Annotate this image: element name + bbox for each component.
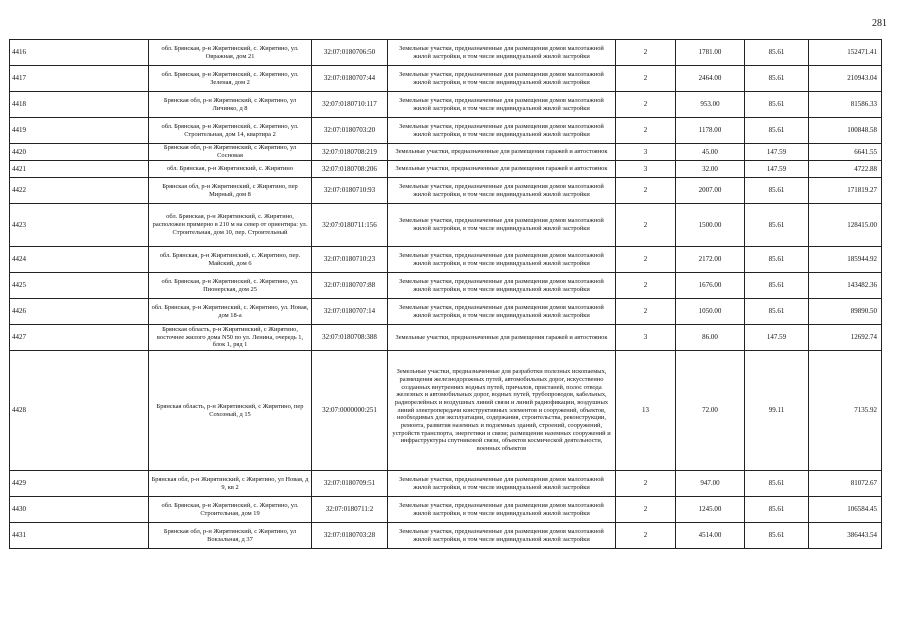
land-purpose-cell: Земельные участки, предназначенные для размещения домов малоэтажной жилой застройки, в том числе индивидуальной жилой застройки: [388, 92, 616, 118]
row-number: 4425: [10, 273, 149, 299]
rate-cell: 85.61: [745, 497, 809, 523]
rate-cell: 85.61: [745, 299, 809, 325]
rate-cell: 85.61: [745, 178, 809, 204]
cadastral-value-cell: 152471.41: [809, 40, 882, 66]
rate-cell: 147.59: [745, 325, 809, 351]
cadastral-value-cell: 7135.92: [809, 351, 882, 471]
cadastral-value-cell: 171819.27: [809, 178, 882, 204]
land-purpose-cell: Земельные участки, предназначенные для размещения домов малоэтажной жилой застройки, в том числе индивидуальной жилой застройки: [388, 299, 616, 325]
row-number: 4416: [10, 40, 149, 66]
cadastral-value-cell: 12692.74: [809, 325, 882, 351]
land-purpose-cell: Земельные участки, предназначенные для размещения домов малоэтажной жилой застройки, в том числе индивидуальной жилой застройки: [388, 40, 616, 66]
address-cell: Брянская обл, р-н Жирятинский, с Жирятино, пер Мирный, дом 8: [149, 178, 312, 204]
table-row: [10, 40, 882, 66]
rate-cell: 147.59: [745, 161, 809, 178]
row-number: 4431: [10, 523, 149, 549]
table-row: [10, 161, 882, 178]
row-number: 4417: [10, 66, 149, 92]
row-number: 4429: [10, 471, 149, 497]
land-purpose-cell: Земельные участки, предназначенные для размещения домов малоэтажной жилой застройки, в том числе индивидуальной жилой застройки: [388, 497, 616, 523]
cadastral-number-cell: 32:07:0180708:388: [312, 325, 388, 351]
group-cell: 2: [616, 178, 676, 204]
land-purpose-cell: Земельные участки, предназначенные для разработки полезных ископаемых, размещения железнодорожных путей, автомобильных дорог, искусственно созданных внутренних водных путей, причалов, пристаней, полос отвода железных и автомобильных дорог, водных путей, трубопроводов, кабельных, радиорелейных и воздушных линий связи и линий радиофикации, воздушных линий электропередачи конструктивных элементов и сооружений, объектов, необходимых для эксплуатации, содержания, строительства, реконструкции, ремонта, развития наземных и подземных зданий, строений, сооружений, устройств транспорта, энергетики и связи; размещения наземных сооружений и инфраструктуры спутниковой связи, объектов космической деятельности, военных объектов: [388, 351, 616, 471]
rate-cell: 85.61: [745, 273, 809, 299]
address-cell: обл. Брянская, р-н Жирятинский, с. Жирятино, ул. Строительная, дом 19: [149, 497, 312, 523]
land-purpose-cell: Земельные участки, предназначенные для размещения домов малоэтажной жилой застройки, в том числе индивидуальной жилой застройки: [388, 273, 616, 299]
cadastral-number-cell: 32:07:0180710:117: [312, 92, 388, 118]
table-row: [10, 92, 882, 118]
group-cell: 3: [616, 161, 676, 178]
cadastral-number-cell: 32:07:0180711:156: [312, 204, 388, 247]
cadastral-number-cell: 32:07:0180710:93: [312, 178, 388, 204]
rate-cell: 85.61: [745, 92, 809, 118]
group-cell: 2: [616, 523, 676, 549]
table-row: [10, 523, 882, 549]
table-row: [10, 351, 882, 471]
address-cell: Брянская область, р-н Жирятинский, с Жирятино, восточнее жилого дома N50 по ул. Ленина, очередь 1, блок 1, ряд 1: [149, 325, 312, 351]
land-purpose-cell: Земельные участки, предназначенные для размещения гаражей и автостоянок: [388, 161, 616, 178]
area-cell: 1050.00: [676, 299, 745, 325]
group-cell: 2: [616, 66, 676, 92]
rate-cell: 85.61: [745, 204, 809, 247]
cadastral-value-cell: 106584.45: [809, 497, 882, 523]
address-cell: обл. Брянская, р-н Жирятинский, с. Жирятино, ул. Пионерская, дом 25: [149, 273, 312, 299]
address-cell: обл. Брянская, р-н Жирятинский, с. Жирятино, ул. Овражная, дом 21: [149, 40, 312, 66]
land-purpose-cell: Земельные участки, предназначенные для размещения домов малоэтажной жилой застройки, в том числе индивидуальной жилой застройки: [388, 471, 616, 497]
land-cadastral-value-table: [9, 39, 882, 549]
table-row: [10, 299, 882, 325]
group-cell: 2: [616, 40, 676, 66]
table-row: [10, 247, 882, 273]
group-cell: 3: [616, 325, 676, 351]
cadastral-number-cell: 32:07:0180707:44: [312, 66, 388, 92]
row-number: 4422: [10, 178, 149, 204]
area-cell: 45.00: [676, 144, 745, 161]
row-number: 4418: [10, 92, 149, 118]
group-cell: 2: [616, 204, 676, 247]
area-cell: 953.00: [676, 92, 745, 118]
table-row: [10, 178, 882, 204]
area-cell: 1500.00: [676, 204, 745, 247]
address-cell: обл. Брянская, р-н Жирятинский, с. Жирятино, пер. Майский, дом 6: [149, 247, 312, 273]
group-cell: 3: [616, 144, 676, 161]
land-purpose-cell: Земельные участки, предназначенные для размещения домов малоэтажной жилой застройки, в том числе индивидуальной жилой застройки: [388, 204, 616, 247]
rate-cell: 85.61: [745, 40, 809, 66]
rate-cell: 85.61: [745, 523, 809, 549]
table-row: [10, 66, 882, 92]
land-purpose-cell: Земельные участки, предназначенные для размещения домов малоэтажной жилой застройки, в том числе индивидуальной жилой застройки: [388, 118, 616, 144]
land-purpose-cell: Земельные участки, предназначенные для размещения домов малоэтажной жилой застройки, в том числе индивидуальной жилой застройки: [388, 66, 616, 92]
cadastral-number-cell: 32:07:0000000:251: [312, 351, 388, 471]
row-number: 4420: [10, 144, 149, 161]
area-cell: 2464.00: [676, 66, 745, 92]
cadastral-number-cell: 32:07:0180710:23: [312, 247, 388, 273]
land-purpose-cell: Земельные участки, предназначенные для размещения домов малоэтажной жилой застройки, в том числе индивидуальной жилой застройки: [388, 523, 616, 549]
cadastral-number-cell: 32:07:0180703:28: [312, 523, 388, 549]
group-cell: 2: [616, 497, 676, 523]
address-cell: обл. Брянская, р-н Жирятинский, с. Жирятино, расположен примерно в 210 м на север от ориентира: ул. Строительная, дом 10, пер. Строительный: [149, 204, 312, 247]
cadastral-value-cell: 89890.50: [809, 299, 882, 325]
table-row: [10, 204, 882, 247]
address-cell: Брянская обл, р-н Жирятинский, с Жирятино, ул Личинко, д 8: [149, 92, 312, 118]
table-row: [10, 497, 882, 523]
address-cell: обл. Брянская, р-н Жирятинский, с. Жирятино, ул. Новая, дом 18-а: [149, 299, 312, 325]
cadastral-value-cell: 4722.88: [809, 161, 882, 178]
group-cell: 2: [616, 299, 676, 325]
area-cell: 86.00: [676, 325, 745, 351]
group-cell: 2: [616, 247, 676, 273]
area-cell: 2172.00: [676, 247, 745, 273]
area-cell: 1178.00: [676, 118, 745, 144]
area-cell: 947.00: [676, 471, 745, 497]
group-cell: 2: [616, 118, 676, 144]
rate-cell: 85.61: [745, 471, 809, 497]
area-cell: 1781.00: [676, 40, 745, 66]
table-row: [10, 273, 882, 299]
cadastral-value-cell: 143482.36: [809, 273, 882, 299]
row-number: 4423: [10, 204, 149, 247]
cadastral-number-cell: 32:07:0180709:51: [312, 471, 388, 497]
area-cell: 1245.00: [676, 497, 745, 523]
area-cell: 32.00: [676, 161, 745, 178]
cadastral-value-cell: 6641.55: [809, 144, 882, 161]
cadastral-number-cell: 32:07:0180703:20: [312, 118, 388, 144]
cadastral-value-cell: 386443.54: [809, 523, 882, 549]
cadastral-value-cell: 128415.00: [809, 204, 882, 247]
cadastral-number-cell: 32:07:0180708:206: [312, 161, 388, 178]
address-cell: Брянская обл, р-н Жирятинский, с Жирятино, ул Вокзальная, д 37: [149, 523, 312, 549]
page-number: 281: [872, 18, 887, 29]
area-cell: 72.00: [676, 351, 745, 471]
rate-cell: 99.11: [745, 351, 809, 471]
address-cell: обл. Брянская, р-н Жирятинский, с. Жирятино: [149, 161, 312, 178]
address-cell: Брянская обл, р-н Жирятинский, с Жирятино, ул Новая, д 9, кв 2: [149, 471, 312, 497]
address-cell: Брянская обл, р-н Жирятинский, с Жирятино, ул Сосновая: [149, 144, 312, 161]
land-purpose-cell: Земельные участки, предназначенные для размещения гаражей и автостоянок: [388, 144, 616, 161]
row-number: 4426: [10, 299, 149, 325]
cadastral-value-cell: 100848.58: [809, 118, 882, 144]
table-row: [10, 118, 882, 144]
rate-cell: 85.61: [745, 66, 809, 92]
row-number: 4421: [10, 161, 149, 178]
group-cell: 2: [616, 273, 676, 299]
area-cell: 1676.00: [676, 273, 745, 299]
cadastral-number-cell: 32:07:0180707:88: [312, 273, 388, 299]
cadastral-value-cell: 210943.04: [809, 66, 882, 92]
land-purpose-cell: Земельные участки, предназначенные для размещения домов малоэтажной жилой застройки, в том числе индивидуальной жилой застройки: [388, 178, 616, 204]
land-purpose-cell: Земельные участки, предназначенные для размещения гаражей и автостоянок: [388, 325, 616, 351]
rate-cell: 85.61: [745, 118, 809, 144]
cadastral-number-cell: 32:07:0180707:14: [312, 299, 388, 325]
group-cell: 2: [616, 92, 676, 118]
area-cell: 2007.00: [676, 178, 745, 204]
address-cell: Брянская область, р-н Жирятинский, с Жирятино, пер Сохозный, д 15: [149, 351, 312, 471]
group-cell: 13: [616, 351, 676, 471]
cadastral-value-cell: 185944.92: [809, 247, 882, 273]
table-row: [10, 325, 882, 351]
cadastral-value-cell: 81072.67: [809, 471, 882, 497]
table-row: [10, 471, 882, 497]
address-cell: обл. Брянская, р-н Жирятинский, с. Жирятино, ул. Строительная, дом 14, квартира 2: [149, 118, 312, 144]
row-number: 4430: [10, 497, 149, 523]
group-cell: 2: [616, 471, 676, 497]
row-number: 4427: [10, 325, 149, 351]
row-number: 4428: [10, 351, 149, 471]
cadastral-number-cell: 32:07:0180708:219: [312, 144, 388, 161]
area-cell: 4514.00: [676, 523, 745, 549]
cadastral-value-cell: 81586.33: [809, 92, 882, 118]
table-row: [10, 144, 882, 161]
address-cell: обл. Брянская, р-н Жирятинский, с. Жирятино, ул. Зеленая, дом 2: [149, 66, 312, 92]
land-purpose-cell: Земельные участки, предназначенные для размещения домов малоэтажной жилой застройки, в том числе индивидуальной жилой застройки: [388, 247, 616, 273]
row-number: 4419: [10, 118, 149, 144]
cadastral-number-cell: 32:07:0180706:50: [312, 40, 388, 66]
cadastral-number-cell: 32:07:0180711:2: [312, 497, 388, 523]
row-number: 4424: [10, 247, 149, 273]
rate-cell: 85.61: [745, 247, 809, 273]
rate-cell: 147.59: [745, 144, 809, 161]
